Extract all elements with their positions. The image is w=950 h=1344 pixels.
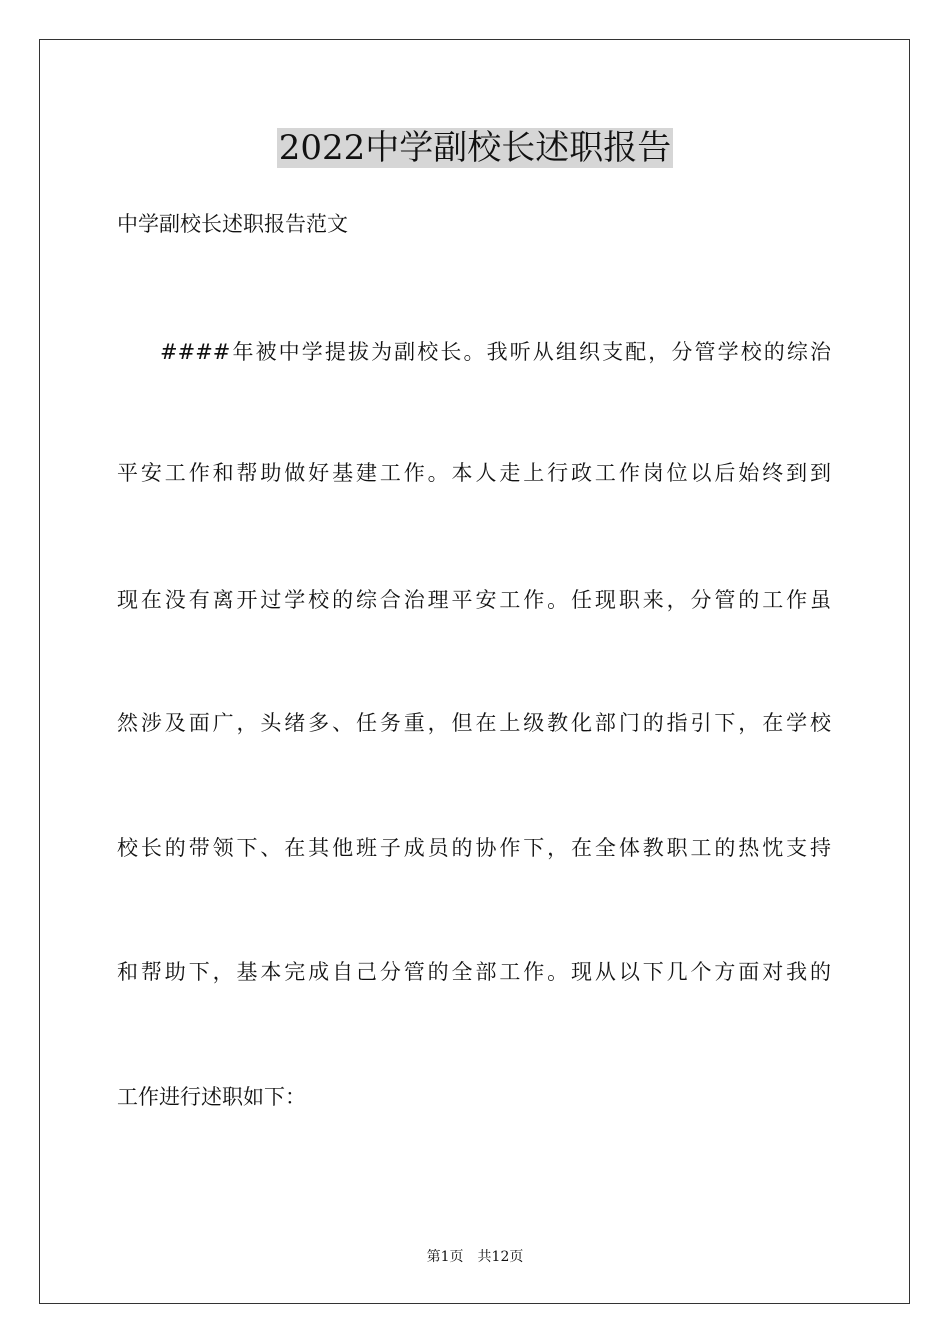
page-total: 共12页 bbox=[477, 1249, 524, 1265]
paragraph-line: 工作进行述职如下： bbox=[117, 1085, 306, 1109]
paragraph-line: 校长的带领下、在其他班子成员的协作下，在全体教职工的热忱支持 bbox=[117, 836, 831, 860]
paragraph-line: ####年被中学提拔为副校长。我听从组织支配，分管学校的综治 bbox=[160, 340, 831, 364]
paragraph-line: 现在没有离开过学校的综合治理平安工作。任现职来，分管的工作虽 bbox=[117, 588, 831, 612]
document-title bbox=[0, 126, 950, 170]
paragraph-line: 然涉及面广，头绪多、任务重，但在上级教化部门的指引下，在学校 bbox=[117, 711, 831, 735]
document-subtitle: 中学副校长述职报告范文 bbox=[117, 212, 348, 236]
page-number: 第1页 bbox=[426, 1249, 464, 1265]
page-footer bbox=[0, 1247, 950, 1267]
document-title-text: 2022中学副校长述职报告 bbox=[278, 128, 672, 168]
paragraph-line: 和帮助下，基本完成自己分管的全部工作。现从以下几个方面对我的 bbox=[117, 960, 831, 984]
paragraph-line: 平安工作和帮助做好基建工作。本人走上行政工作岗位以后始终到到 bbox=[117, 461, 831, 485]
